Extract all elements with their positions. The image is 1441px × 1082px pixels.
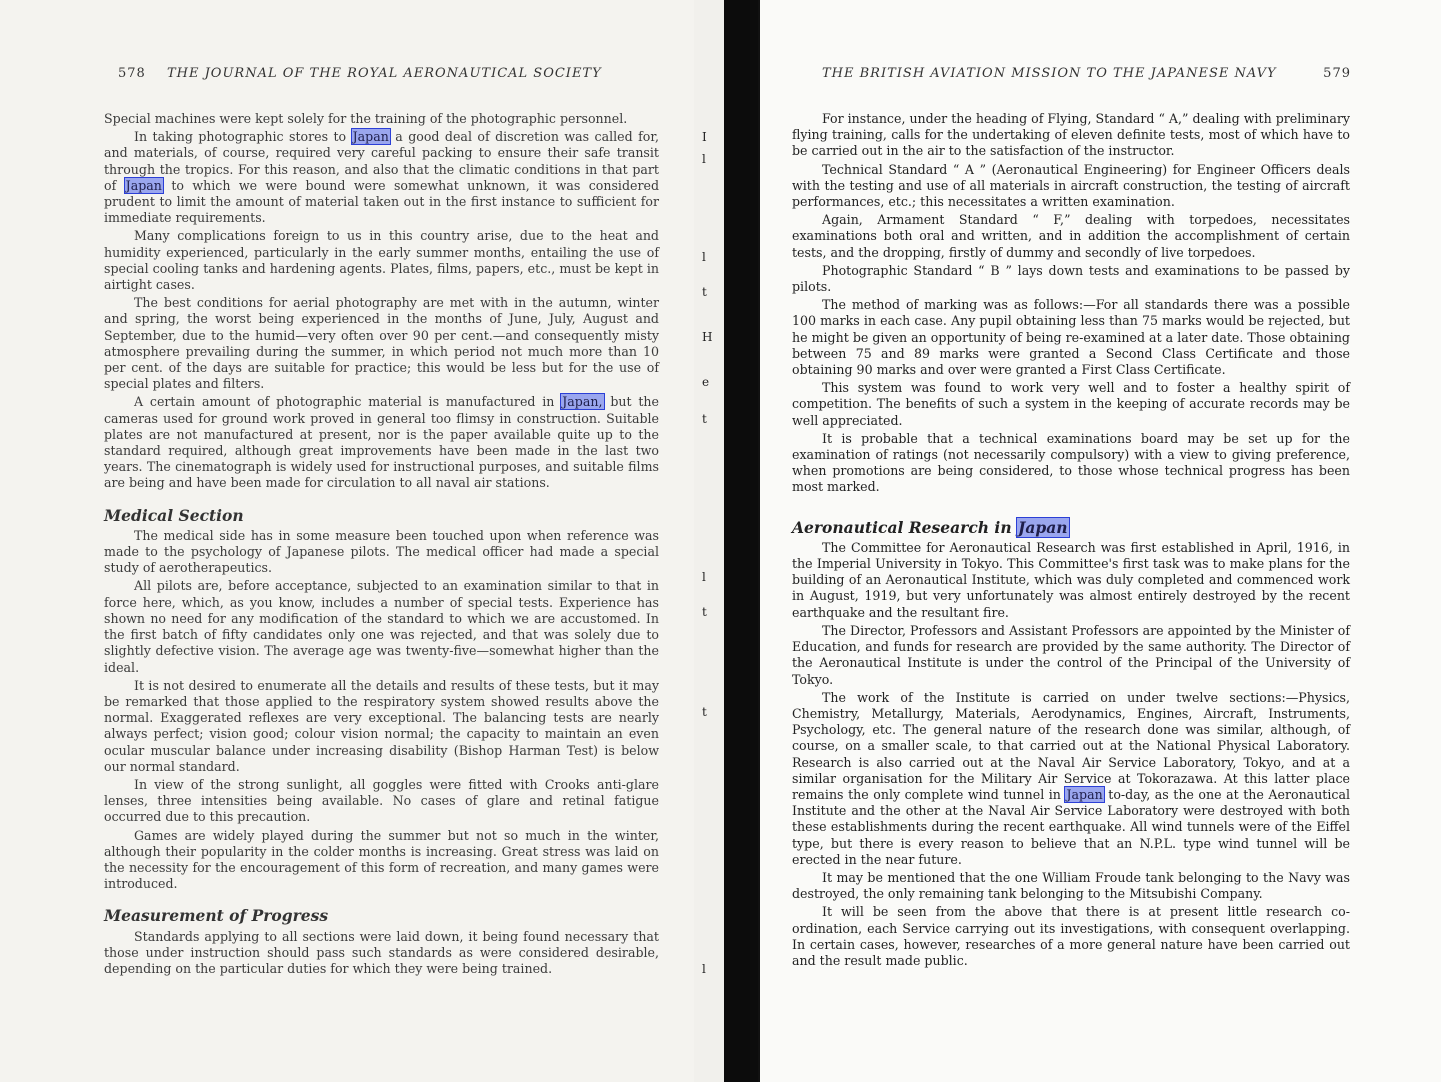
paragraph: It may be mentioned that the one William Froude tank belonging to the Navy was destroyed, the only remaining tank belonging to the Mitsubishi Company. xyxy=(792,869,1350,902)
text-run: The work of the Institute is carried on under twelve sections:—Physics, Chemistry, Metallurgy, Materials, Aerodynamics, Engines, Aircraft, Instruments, Psychology, etc. The general nature of the research done was similar, although, of course, on a smaller scale, to that carried out at the National Physical Laboratory. Research is also carried out at the Naval Air Service Laboratory, Tokyo, and at a similar organisation for the Military Air Service at Tokorazawa. At this latter place remains the only complete wind tunnel in xyxy=(792,689,1350,802)
right-page xyxy=(758,0,1441,1082)
paragraph: Games are widely played during the summer but not so much in the winter, although their popularity in the colder months is increasing. Great stress was laid on the necessity for the encouragement of this form of recreation, and many games were introduced. xyxy=(104,827,659,892)
scan-artifact: t xyxy=(702,285,707,299)
search-highlight[interactable]: Japan xyxy=(125,177,162,193)
scan-artifact: t xyxy=(702,605,707,619)
running-head-left xyxy=(118,66,660,81)
scan-artifact: H xyxy=(702,330,713,344)
running-head-right xyxy=(822,66,1351,81)
running-head-title-right: THE BRITISH AVIATION MISSION TO THE JAPANESE NAVY xyxy=(822,66,1277,81)
text-run: a good deal of discretion was called for, and materials, of course, required very careful packing to ensure their safe transit through the tropics. For this reason, and also that the climatic conditions in that part of xyxy=(104,129,659,193)
paragraph: It will be seen from the above that there is at present little research co-ordination, each Service carrying out its investigations, with consequent overlapping. In certain cases, however, researches of a more general nature have been carried out and the result made public. xyxy=(792,904,1350,968)
scan-artifact: l xyxy=(702,570,706,584)
scan-artifact: I xyxy=(702,130,707,144)
paragraph: The method of marking was as follows:—For all standards there was a possible 100 marks in each case. Any pupil obtaining less than 75 marks would be rejected, but he might be given an opportunity of being re-examined at a later date. Those obtaining between 75 and 89 marks were granted a Second Class Certificate and those obtaining 90 marks and over were granted a First Class Certificate. xyxy=(792,297,1350,378)
section-heading-progress: Measurement of Progress xyxy=(104,906,329,926)
paragraph: In view of the strong sunlight, all goggles were fitted with Crooks anti-glare lenses, three intensities being available. No cases of glare and retinal fatigue occurred due to this precaution. xyxy=(104,776,659,825)
text-run: but the cameras used for ground work proved in general too flimsy in construction. Suitable plates are not manufactured at present, nor is the paper available quite up to the standard required, although great improvements have been made in the last two years. The cinematograph is widely used for instructional purposes, and suitable films are being and have been made for circulation to all naval air stations. xyxy=(104,394,659,491)
section-heading-medical: Medical Section xyxy=(104,505,244,525)
text-run: In taking photographic stores to xyxy=(134,129,347,145)
gutter-strip xyxy=(694,0,724,1082)
paragraph: Special machines were kept solely for the training of the photographic personnel. xyxy=(104,111,628,126)
page-number-left: 578 xyxy=(118,66,146,81)
text-run: to-day, as the one at the Aeronautical Institute and the other at the Naval Air Service Laboratory were destroyed with both these establishments during the recent earthquake. All wind tunnels were of the Eiffel type, but there is every reason to believe that an N.P.L. type wind tunnel will be erected in the near future. xyxy=(792,786,1350,867)
scan-artifact: l xyxy=(702,152,706,166)
scan-artifact: l xyxy=(702,250,706,264)
paragraph: For instance, under the heading of Flying, Standard “ A,” dealing with preliminary flying training, calls for the undertaking of eleven definite tests, most of which have to be carried out in the air to the satisfaction of the instructor. xyxy=(792,111,1351,159)
paragraph xyxy=(104,394,659,491)
search-highlight[interactable]: Japan xyxy=(1018,517,1068,537)
paragraph xyxy=(104,129,659,226)
left-text-column xyxy=(104,111,659,979)
paragraph: Again, Armament Standard “ F,” dealing with torpedoes, necessitates examinations both oral and written, and in addition the accomplishment of certain tests, and the dropping, firstly of dummy and secondly of live torpedoes. xyxy=(792,212,1350,260)
text-run: to which we were bound were somewhat unknown, it was considered prudent to limit the amount of material taken out in the first instance to sufficient for immediate requirements. xyxy=(104,177,660,226)
scan-artifact: l xyxy=(702,962,706,976)
left-page xyxy=(0,0,694,1082)
paragraph: Many complications foreign to us in this country arise, due to the heat and humidity experienced, particularly in the early summer months, entailing the use of special cooling tanks and hardening agents. Plates, films, papers, etc., must be kept in airtight cases. xyxy=(104,228,659,293)
paragraph: The best conditions for aerial photography are met with in the autumn, winter and spring, the worst being experienced in the months of June, July, August and September, due to the humid—very often over 90 per cent.—and consequently misty atmosphere prevailing during the summer, in which period not much more than 10 per cent. of the days are suitable for practice; this would be less but for the use of special plates and filters. xyxy=(104,295,659,392)
paragraph: Technical Standard “ A ” (Aeronautical Engineering) for Engineer Officers deals with the testing and use of all materials in aircraft construction, the testing of aircraft performances, etc.; this necessitates a written examination. xyxy=(792,161,1350,210)
scan-artifact: t xyxy=(702,705,707,719)
paragraph: It is not desired to enumerate all the details and results of these tests, but it may be remarked that those applied to the respiratory system showed results above the normal. Exaggerated reflexes are very exceptional. The balancing tests are nearly always perfect; vision good; colour vision normal; the capacity to maintain an even ocular muscular balance under increasing disability (Bishop Harman Test) is below our normal standard. xyxy=(104,677,659,774)
running-head-title-left: THE JOURNAL OF THE ROYAL AERONAUTICAL SOCIETY xyxy=(166,66,602,81)
paragraph xyxy=(792,690,1350,868)
paragraph: It is probable that a technical examinations board may be set up for the examination of ratings (not necessarily compulsory) with a view to giving preference, when promotions are being considered, to those whose technical progress has been most marked. xyxy=(792,430,1350,495)
paragraph: Standards applying to all sections were laid down, it being found necessary that those under instruction should pass such standards as were considered desirable, depending on the particular duties for which they were being trained. xyxy=(104,928,659,976)
paragraph: The Committee for Aeronautical Research was first established in April, 1916, in the Imperial University in Tokyo. This Committee's first task was to make plans for the building of an Aeronautical Institute, which was duly completed and commenced work in August, 1919, but very unfortunately was almost entirely destroyed by the recent earthquake and the resultant fire. xyxy=(792,539,1350,620)
section-heading-research xyxy=(792,517,1350,537)
heading-text: Aeronautical Research in xyxy=(792,517,1012,537)
scan-artifact: t xyxy=(702,412,707,426)
search-highlight[interactable]: Japan xyxy=(1066,786,1103,802)
paragraph: All pilots are, before acceptance, subjected to an examination similar to that in force here, which, as you know, includes a number of special tests. Experience has shown no need for any modification of the standard to which we are accustomed. In the first batch of fifty candidates only one was rejected, and that was solely due to slightly defective vision. The average age was twenty-five—somewhat higher than the ideal. xyxy=(104,578,659,675)
search-highlight[interactable]: Japan, xyxy=(562,394,603,410)
paragraph: The medical side has in some measure been touched upon when reference was made to the psychology of Japanese pilots. The medical officer had made a special study of aerotherapeutics. xyxy=(104,527,659,576)
paragraph: This system was found to work very well and to foster a healthy spirit of competition. The benefits of such a system in the keeping of accurate records may be well appreciated. xyxy=(792,380,1350,428)
text-run: A certain amount of photographic material is manufactured in xyxy=(134,394,555,410)
scan-artifact: e xyxy=(702,375,710,389)
right-text-column xyxy=(792,111,1350,971)
search-highlight[interactable]: Japan xyxy=(352,129,389,145)
paragraph: Photographic Standard “ B ” lays down tests and examinations to be passed by pilots. xyxy=(792,262,1350,295)
paragraph: The Director, Professors and Assistant Professors are appointed by the Minister of Education, and funds for research are provided by the same authority. The Director of the Aeronautical Institute is under the control of the Principal of the University of Tokyo. xyxy=(792,622,1350,687)
page-number-right: 579 xyxy=(1323,66,1351,81)
